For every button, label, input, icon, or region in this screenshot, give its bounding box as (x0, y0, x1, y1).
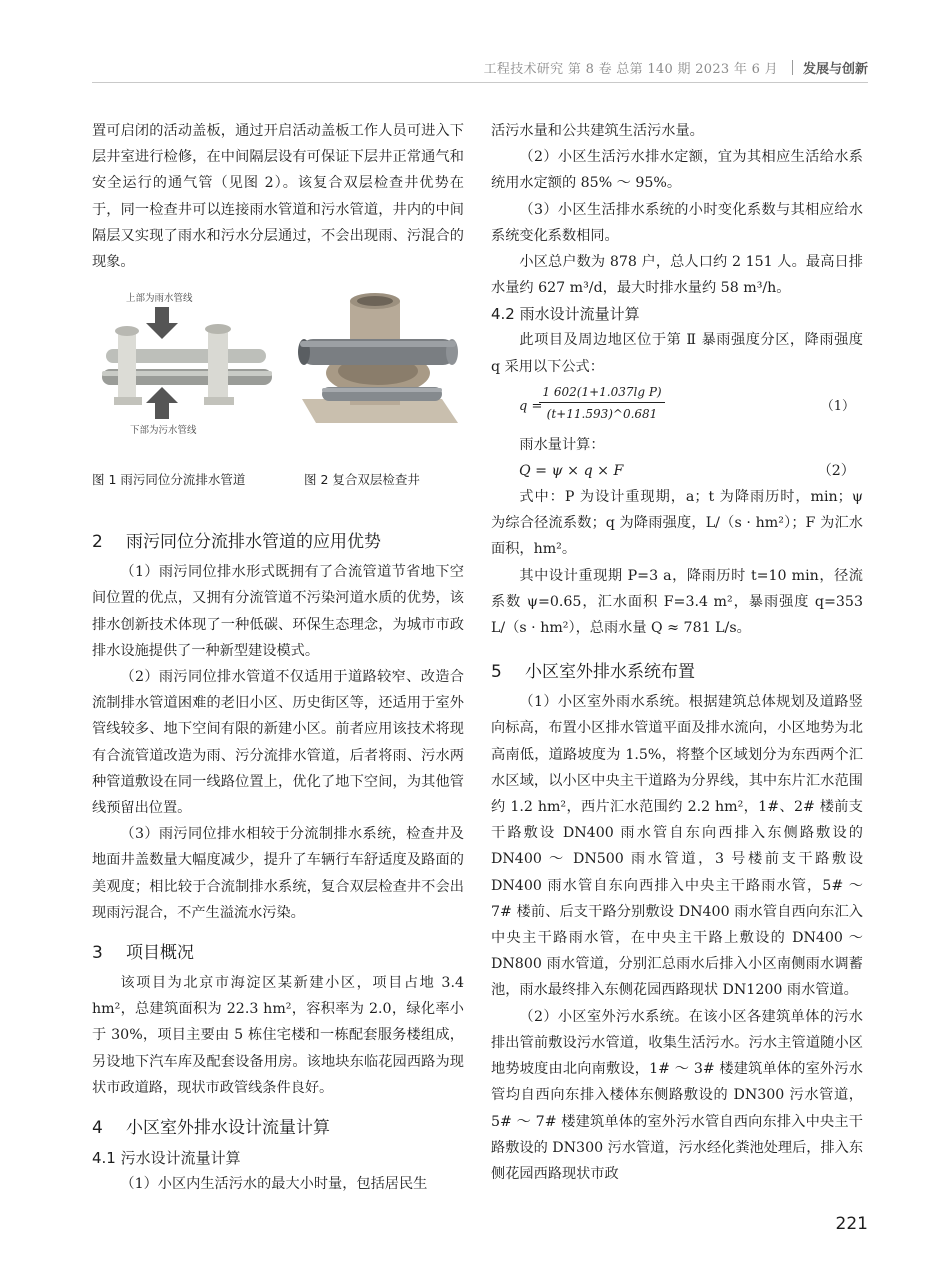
paragraph: （2）小区室外污水系统。在该小区各建筑单体的污水排出管前敷设污水管道，收集生活污水。污水主管道随小区地势坡度由北向南敷设，1# ～ 3# 楼建筑单体的室外污水管均自西向东排入楼体东侧路敷设的 DN300 污水管道，5# ～ 7# 楼建筑单体的室外污水管自西向东排入中央主干路敷设的 DN300 污水管道，污水经化粪池处理后，排入东侧花园西路现状市政 (491, 1008, 864, 1182)
figure-2-caption: 图 2 复合双层检查井 (304, 472, 420, 488)
section-title: 雨污同位分流排水管道的应用优势 (126, 532, 381, 553)
equation-number: （2） (817, 463, 855, 480)
section-title: 小区室外排水系统布置 (525, 662, 695, 683)
section-number: 3 (92, 943, 103, 964)
paragraph: （2）小区生活污水排水定额，宜为其相应生活给水系统用水定额的 85% ～ 95%。 (491, 149, 863, 192)
formula-1-numerator: 1 602(1+1.037lg P) (539, 382, 665, 403)
paragraph: 雨水量计算： (519, 436, 605, 453)
figure-2-image (292, 291, 464, 433)
paragraph: 活污水量和公共建筑生活污水量。 (491, 123, 704, 139)
header-divider (792, 60, 793, 75)
formula-1 (491, 380, 863, 432)
fig1-label-bottom: 下部为污水管线 (130, 425, 197, 437)
section-heading (92, 529, 464, 555)
section-number: 4 (92, 1118, 103, 1139)
paragraph: （3）小区生活排水系统的小时变化系数与其相应给水系统变化系数相同。 (491, 201, 863, 244)
paragraph: （1）雨污同位排水形式既拥有了合流管道节省地下空间位置的优点，又拥有分流管道不污染河道水质的优势，该排水创新技术体现了一种低碳、环保生态理念，为城市市政排水设施提供了一种新型建设模式。 (92, 564, 464, 659)
section-title: 项目概况 (126, 943, 194, 964)
section-title: 小区室外排水设计流量计算 (126, 1118, 330, 1139)
paragraph: 式中：P 为设计重现期，a；t 为降雨历时，min；ψ 为综合径流系数；q 为降雨强度，L/（s · hm²）；F 为汇水面积，hm²。 (491, 489, 863, 558)
subsection-heading: 4.1 污水设计流量计算 (92, 1149, 241, 1168)
figure-1-caption: 图 1 雨污同位分流排水管道 (92, 472, 246, 488)
paragraph: 该项目为北京市海淀区某新建小区，项目占地 3.4 hm²，总建筑面积为 22.3 hm²，容积率为 2.0，绿化率小于 30%，项目主要由 5 栋住宅楼和一栋配套服务楼组成，另设地下汽车库及配套设备用房。该地块东临花园西路为现状市政道路，现状市政管线条件良好。 (92, 975, 464, 1096)
subsection-heading: 4.2 雨水设计流量计算 (491, 305, 640, 324)
paragraph: 其中设计重现期 P=3 a，降雨历时 t=10 min，径流系数 ψ=0.65，汇水面积 F=3.4 m²，暴雨强度 q=353 L/（s · hm²），总雨水量 Q ≈ 781 L/s。 (491, 567, 863, 637)
paragraph: 小区总户数为 878 户，总人口约 2 151 人。最高日排水量约 627 m³/d，最大时排水量约 58 m³/h。 (491, 254, 863, 297)
paragraph: （2）雨污同位排水管道不仅适用于道路较窄、改造合流制排水管道困难的老旧小区、历史街区等，还适用于室外管线较多、地下空间有限的新建小区。前者应用该技术将现有合流管道改造为雨、污分流排水管道，后者将雨、污水两种管道敷设在同一线路位置上，优化了地下空间，为其他管线预留出位置。 (92, 669, 464, 817)
figure-1-image (92, 289, 280, 437)
section-name: 发展与创新 (802, 62, 868, 77)
figure-captions (92, 467, 464, 493)
paragraph: （1）小区内生活污水的最大小时量，包括居民生 (120, 1176, 428, 1193)
formula-2 (491, 458, 863, 484)
section-number: 5 (491, 662, 502, 683)
formula-1-lhs: q = (519, 398, 543, 414)
section-heading (92, 1115, 464, 1141)
equation-number: （1） (820, 398, 855, 414)
journal-info: 工程技术研究 第 8 卷 总第 140 期 2023 年 6 月 (483, 62, 778, 77)
header-rule (92, 82, 868, 83)
paragraph: （1）小区室外雨水系统。根据建筑总体规划及道路竖向标高，布置小区排水管道平面及排水流向，小区地势为北高南低，道路坡度为 1.5%，将整个区域划分为东西两个汇水区域，以小区中央主干道路为分界线，其中东片汇水范围约 1.2 hm²，西片汇水范围约 2.2 hm²，1#、2# 楼前支干路敷设 DN400 雨水管自东向西排入东侧路敷设的 DN400 ～ DN500 雨水管道，3 号楼前支干路敷设 DN400 雨水管自东向西排入中央主干路雨水管，5# ～ 7# 楼前、后支干路分别敷设 DN400 雨水管自西向东汇入中央主干路雨水管，在中央主干路上敷设的 DN400 ～ DN800 雨水管道，分别汇总雨水后排入小区南侧雨水调蓄池，雨水最终排入东侧花园西路现状 DN1200 雨水管道。 (491, 694, 863, 999)
formula-1-fraction (539, 382, 665, 425)
figures (92, 289, 464, 467)
page-number: 221 (835, 1214, 868, 1234)
running-header (484, 58, 868, 77)
right-column (491, 118, 863, 1187)
section-number: 2 (92, 532, 103, 553)
paragraph: 此项目及周边地区位于第 Ⅱ 暴雨强度分区，降雨强度 q 采用以下公式： (491, 332, 863, 375)
paragraph: （3）雨污同位排水相较于分流制排水系统，检查井及地面井盖数量大幅度减少，提升了车辆行车舒适度及路面的美观度；相比较于合流制排水系统，复合双层检查井不会出现雨污混合，不产生溢流水污染。 (92, 826, 464, 921)
formula-2-expression: Q = ψ × q × F (519, 463, 624, 480)
paragraph: 置可启闭的活动盖板，通过开启活动盖板工作人员可进入下层井室进行检修，在中间隔层设有可保证下层井正常通气和安全运行的通气管（见图 2）。该复合双层检查井优势在于，同一检查井可以连接雨水管道和污水管道，井内的中间隔层又实现了雨水和污水分层通过，不会出现雨、污混合的现象。 (92, 123, 464, 271)
formula-1-denominator: (t+11.593)^0.681 (546, 406, 658, 421)
left-column (92, 118, 464, 1197)
fig1-label-top: 上部为雨水管线 (126, 293, 193, 305)
section-heading (491, 659, 863, 685)
section-heading (92, 940, 464, 966)
